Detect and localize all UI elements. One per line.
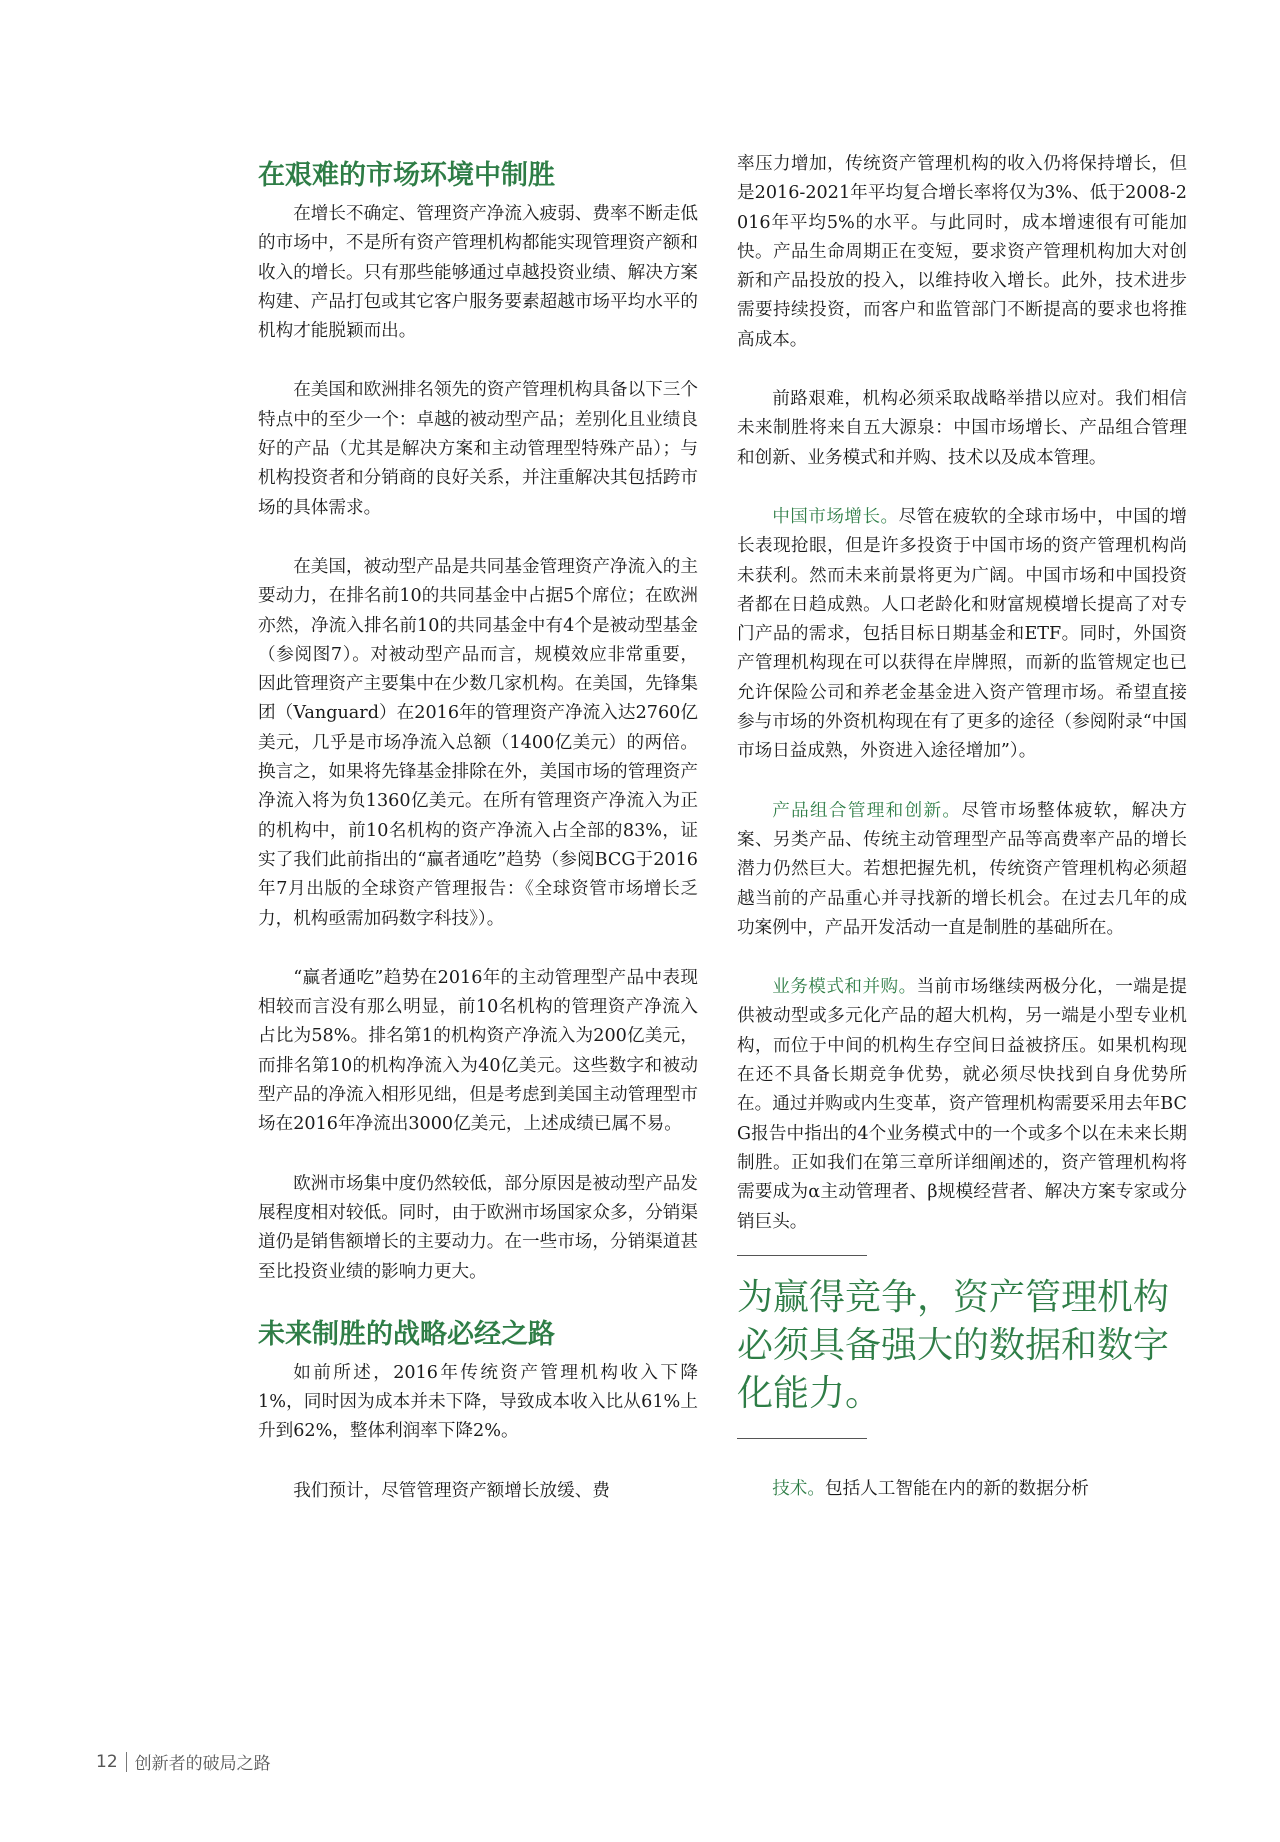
paragraph: 欧洲市场集中度仍然较低，部分原因是被动型产品发展程度相对较低。同时，由于欧洲市场国家众多，分销渠道仍是销售额增长的主要动力。在一些市场，分销渠道甚至比投资业绩的影响力更大。	[258, 1173, 698, 1282]
right-column	[737, 150, 1187, 1534]
section-heading-strategy: 未来制胜的战略必经之路	[258, 1318, 555, 1350]
paragraph: 如前所述，2016年传统资产管理机构收入下降1%，同时因为成本并未下降，导致成本收入比从61%上升到62%，整体利润率下降2%。	[258, 1362, 698, 1442]
left-column	[258, 150, 698, 1536]
paragraph: 率压力增加，传统资产管理机构的收入仍将保持增长，但是2016-2021年平均复合增长率将仅为3%、低于2008-2016年平均5%的水平。与此同时，成本增速很有可能加快。产品生命周期正在变短，要求资产管理机构加大对创新和产品投放的投入，以维持收入增长。此外，技术进步需要持续投资，而客户和监管部门不断提高的要求也将推高成本。	[737, 154, 1187, 350]
paragraph-body: 包括人工智能在内的新的数据分析	[824, 1478, 1089, 1499]
paragraph: 在美国，被动型产品是共同基金管理资产净流入的主要动力，在排名前10的共同基金中占据5个席位；在欧洲亦然，净流入排名前10的共同基金中有4个是被动型基金（参阅图7）。对被动型产品而言，规模效应非常重要，因此管理资产主要集中在少数几家机构。在美国，先锋集团（Vanguard）在2016年的管理资产净流入达2760亿美元，几乎是市场净流入总额（1400亿美元）的两倍。换言之，如果将先锋基金排除在外，美国市场的管理资产净流入将为负1360亿美元。在所有管理资产净流入为正的机构中，前10名机构的资产净流入占全部的83%，证实了我们此前指出的“赢者通吃”趋势（参阅BCG于2016年7月出版的全球资产管理报告：《全球资管市场增长乏力，机构亟需加码数字科技》）。	[258, 556, 698, 929]
paragraph: 前路艰难，机构必须采取战略举措以应对。我们相信未来制胜将来自五大源泉：中国市场增长、产品组合管理和创新、业务模式和并购、技术以及成本管理。	[737, 389, 1187, 468]
paragraph: 在美国和欧洲排名领先的资产管理机构具备以下三个特点中的至少一个：卓越的被动型产品；差别化且业绩良好的产品（尤其是解决方案和主动管理型特殊产品）；与机构投资者和分销商的良好关系，并注重解决其包括跨市场的具体需求。	[258, 380, 698, 518]
lead-in: 技术。	[772, 1478, 825, 1499]
lead-in: 产品组合管理和创新。	[772, 800, 962, 821]
paragraph: “赢者通吃”趋势在2016年的主动管理型产品中表现相较而言没有那么明显，前10名机构的管理资产净流入占比为58%。排名第1的机构资产净流入为200亿美元，而排名第10的机构净流入为40亿美元。这些数字和被动型产品的净流入相形见绌，但是考虑到美国主动管理型市场在2016年净流出3000亿美元，上述成绩已属不易。	[258, 967, 698, 1135]
page-number: 12	[96, 1751, 118, 1772]
lead-in: 中国市场增长。	[772, 506, 899, 527]
paragraph-body: 当前市场继续两极分化，一端是提供被动型或多元化产品的超大机构，另一端是小型专业机构，而位于中间的机构生存空间日益被挤压。如果机构现在还不具备长期竞争优势，就必须尽快找到自身优势所在。通过并购或内生变革，资产管理机构需要采用去年BCG报告中指出的4个业务模式中的一个或多个以在未来长期制胜。正如我们在第三章所详细阐述的，资产管理机构将需要成为α主动管理者、β规模经营者、解决方案专家或分销巨头。	[737, 977, 1187, 1232]
pull-quote: 为赢得竞争，资产管理机构必须具备强大的数据和数字化能力。	[737, 1276, 1170, 1414]
paragraph-portfolio	[737, 797, 1187, 943]
paragraph-body: 尽管市场整体疲软，解决方案、另类产品、传统主动管理型产品等高费率产品的增长潜力仍然巨大。若想把握先机，传统资产管理机构必须超越当前的产品重心并寻找新的增长机会。在过去几年的成功案例中，产品开发活动一直是制胜的基础所在。	[737, 800, 1187, 938]
paragraph: 在增长不确定、管理资产净流入疲弱、费率不断走低的市场中，不是所有资产管理机构都能实现管理资产额和收入的增长。只有那些能够通过卓越投资业绩、解决方案构建、产品打包或其它客户服务要素超越市场平均水平的机构才能脱颖而出。	[258, 204, 698, 342]
divider	[737, 1255, 867, 1256]
paragraph-china-growth	[737, 503, 1187, 767]
paragraph-technology	[737, 1475, 1187, 1504]
publication-title: 创新者的破局之路	[134, 1754, 271, 1774]
footer-separator	[126, 1752, 127, 1772]
paragraph-body: 尽管在疲软的全球市场中，中国的增长表现抢眼，但是许多投资于中国市场的资产管理机构尚未获利。然而未来前景将更为广阔。中国市场和中国投资者都在日趋成熟。人口老龄化和财富规模增长提高了对专门产品的需求，包括目标日期基金和ETF。同时，外国资产管理机构现在可以获得在岸牌照，而新的监管规定也已允许保险公司和养老金基金进入资产管理市场。希望直接参与市场的外资机构现在有了更多的途径（参阅附录“中国市场日益成熟，外资进入途径增加”）。	[737, 506, 1187, 762]
paragraph: 我们预计，尽管管理资产额增长放缓、费	[293, 1480, 610, 1501]
paragraph-business-model	[737, 973, 1187, 1237]
section-heading-winning: 在艰难的市场环境中制胜	[258, 160, 555, 191]
divider	[737, 1438, 867, 1439]
page-footer	[96, 1749, 271, 1774]
lead-in: 业务模式和并购。	[772, 977, 917, 998]
